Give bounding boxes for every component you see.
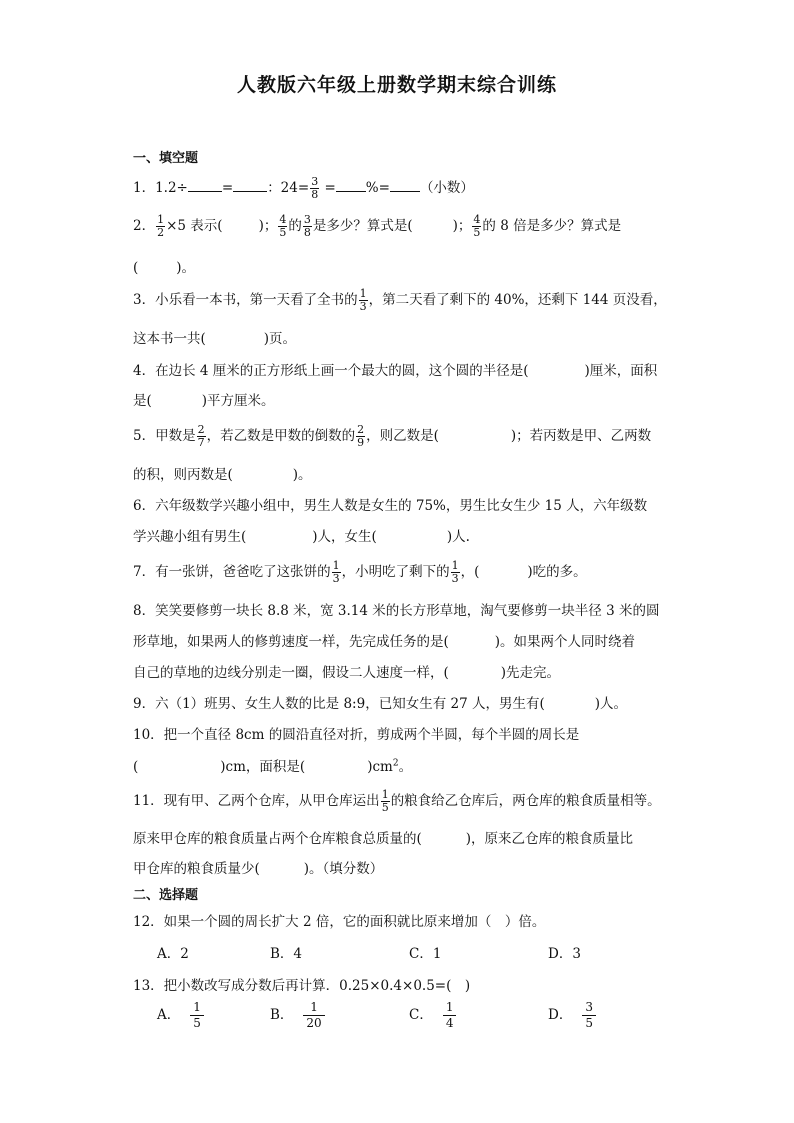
question-9: 9．六（1）班男、女生人数的比是 8:9，已知女生有 27 人，男生有( )人。 [133,696,628,712]
answer-blank [188,179,222,192]
option-c[interactable]: C． $\frac{1}{4}$ [409,1000,456,1031]
question-10-cont: ( )cm，面积是( )$cm^2$。 [133,758,413,775]
option-d[interactable]: D． $\frac{3}{5}$ [548,1000,596,1031]
fraction: $\frac{1}{5}$ [381,788,389,814]
fraction: $\frac{2}{9}$ [357,423,365,449]
fraction: $\frac{1}{3}$ [359,287,367,313]
option-c[interactable]: C．1 [409,946,442,962]
question-5-cont: 的积，则丙数是( )。 [133,467,312,483]
question-13: 13．把小数改写成分数后再计算．0.25×0.4×0.5=( ) [133,978,471,994]
option-b[interactable]: B． $\frac{1}{20}$ [270,1000,325,1031]
question-12: 12．如果一个圆的周长扩大 2 倍，它的面积就比原来增加（ ）倍。 [133,914,546,930]
question-4: 4．在边长 4 厘米的正方形纸上画一个最大的圆，这个圆的半径是( )厘米，面积 [133,363,658,379]
question-6: 6．六年级数学兴趣小组中，男生人数是女生的 75%，男生比女生少 15 人，六年级数 [133,498,648,514]
answer-blank [336,179,366,192]
fraction: $\frac{4}{5}$ [279,213,287,239]
section-fill-in: 一、填空题 [133,151,199,166]
fraction: $\frac{3}{5}$ [582,1000,596,1031]
question-2: 2． $\frac{1}{2}$ ×5 表示( )； $\frac{4}{5}$ 的 $\frac{3}{8}$ 是多少？算式是( )； $\frac{4}{5}$ 的 8 倍是多少？算式是 [133,213,622,239]
question-3: 3．小乐看一本书，第一天看了全书的 $\frac{1}{3}$ ，第二天看了剩下的 40%，还剩下 144 页没看， [133,287,667,313]
question-2-cont: ( )。 [133,260,196,276]
option-a[interactable]: A． $\frac{1}{5}$ [157,1000,204,1031]
fraction: $\frac{1}{5}$ [190,1000,204,1031]
question-8-cont: 形草地，如果两人的修剪速度一样，先完成任务的是( )。如果两个人同时绕着 [133,634,636,650]
question-3-cont: 这本书一共( )页。 [133,331,297,347]
fraction: $\frac{1}{2}$ [157,213,165,239]
option-a[interactable]: A．2 [157,946,189,962]
fraction: $\frac{3}{8}$ [311,175,319,201]
question-8-cont2: 自己的草地的边线分别走一圈，假设二人速度一样，( )先走完。 [133,665,561,681]
fraction: $\frac{4}{5}$ [473,213,481,239]
question-6-cont: 学兴趣小组有男生( )人，女生( )人. [133,529,470,545]
question-10: 10．把一个直径 8cm 的圆沿直径对折，剪成两个半圆，每个半圆的周长是 [133,727,580,743]
fraction: $\frac{1}{4}$ [443,1000,457,1031]
fraction: $\frac{1}{20}$ [303,1000,324,1031]
question-11-cont2: 甲仓库的粮食质量少( )。（填分数） [133,861,384,877]
question-4-cont: 是( )平方厘米。 [133,393,275,409]
question-5: 5．甲数是 $\frac{2}{7}$ ，若乙数是甲数的倒数的 $\frac{2}{9}$ ，则乙数是( )；若丙数是甲、乙两数 [133,423,652,449]
section-multiple-choice: 二、选择题 [133,888,199,903]
option-b[interactable]: B．4 [270,946,303,962]
question-1: 1．1.2÷ = ：24= $\frac{3}{8}$ = %= （小数） [133,175,474,201]
fraction: $\frac{1}{3}$ [332,559,340,585]
answer-blank [233,179,267,192]
fraction: $\frac{2}{7}$ [197,423,205,449]
question-7: 7．有一张饼，爸爸吃了这张饼的 $\frac{1}{3}$ ，小明吃了剩下的 $\frac{1}{3}$ ，( )吃的多。 [133,559,587,585]
question-11-cont: 原来甲仓库的粮食质量占两个仓库粮食总质量的( )，原来乙仓库的粮食质量比 [133,831,634,847]
question-11: 11．现有甲、乙两个仓库，从甲仓库运出 $\frac{1}{5}$ 的粮食给乙仓库后，两仓库的粮食质量相等。 [133,788,661,814]
option-d[interactable]: D．3 [548,946,581,962]
answer-blank [390,179,420,192]
page-title: 人教版六年级上册数学期末综合训练 [236,74,557,96]
fraction: $\frac{3}{8}$ [303,213,311,239]
fraction: $\frac{1}{3}$ [451,559,459,585]
question-8: 8．笑笑要修剪一块长 8.8 米，宽 3.14 米的长方形草地，淘气要修剪一块半径 3 米的圆 [133,603,660,619]
